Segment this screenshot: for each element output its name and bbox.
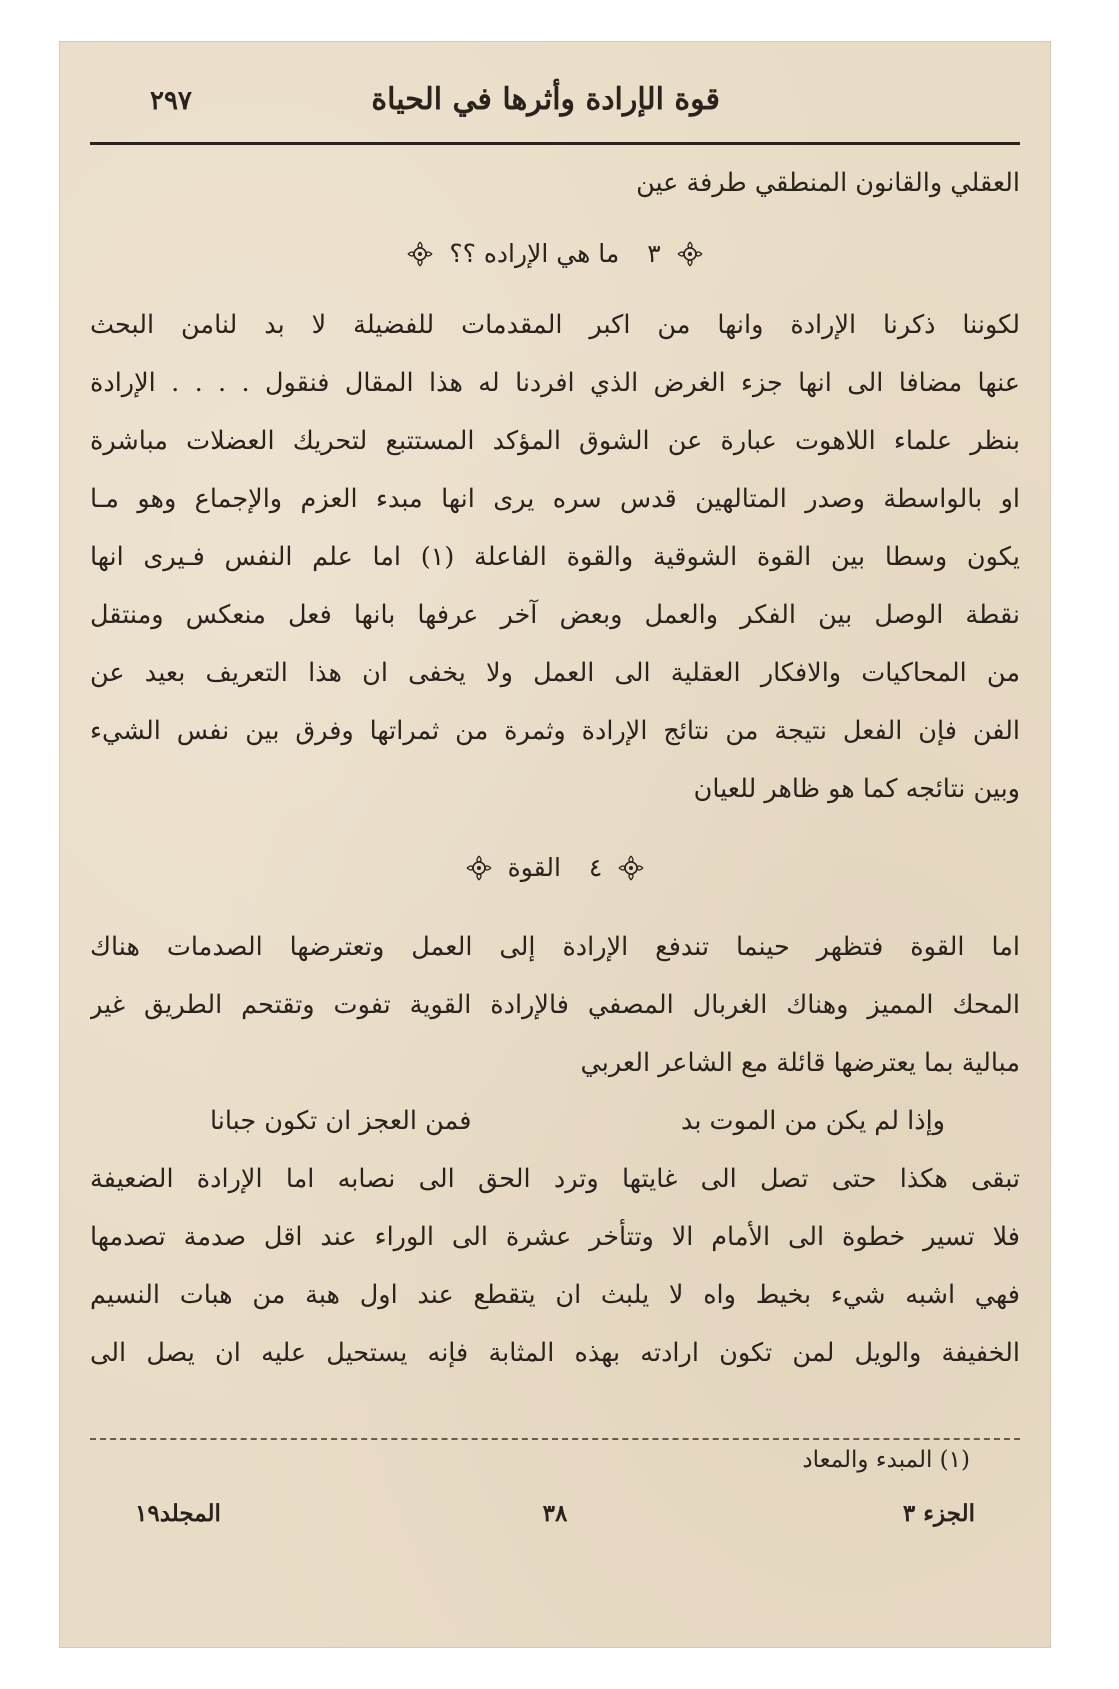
footnote-rule: [90, 1438, 1020, 1440]
verse-second-hemistich: فمن العجز ان تكون جبانا: [210, 1106, 472, 1136]
running-title: قوة الإرادة وأثرها في الحياة: [371, 82, 720, 117]
text-line: مبالية بما يعترضها قائلة مع الشاعر العربي: [580, 1048, 1020, 1078]
verse-first-hemistich: وإذا لم يكن من الموت بد: [680, 1106, 945, 1136]
text-line: لكوننا ذكرنا الإرادة وانها من اكبر المقدمات للفضيلة لا بد لنامن البحث: [90, 310, 1020, 340]
text-line: عنها مضافا الى انها جزء الغرض الذي افردنا له هذا المقال فنقول . . . . الإرادة: [90, 368, 1020, 398]
section-number: ٣: [647, 239, 661, 268]
section-heading-3: [90, 212, 1020, 296]
footnote: (١) المبدء والمعاد: [802, 1447, 970, 1473]
text-line: وبين نتائجه كما هو ظاهر للعيان: [693, 774, 1020, 804]
text-line: من المحاكيات والافكار العقلية الى العمل ولا يخفى ان هذا التعريف بعيد عن: [90, 658, 1020, 688]
flower-ornament-icon: [675, 239, 705, 269]
section-title: القوة: [507, 853, 561, 882]
text-line: يكون وسطا بين القوة الشوقية والقوة الفاعلة (١) اما علم النفس فـيرى انها: [90, 542, 1020, 572]
section-title: ما هي الإراده ؟؟: [449, 239, 620, 268]
body-text: [90, 154, 1020, 1382]
text-line: فهي اشبه شيء بخيط واه لا يلبث ان يتقطع عند اول هبة من هبات النسيم: [90, 1280, 1020, 1310]
book-page: [60, 42, 1050, 1647]
text-line: نقطة الوصل بين الفكر والعمل وبعض آخر عرفها بانها فعل منعكس ومنتقل: [90, 600, 1020, 630]
issue-part: الجزء ٣: [902, 1500, 975, 1527]
text-line: المحك المميز وهناك الغربال المصفي فالإرادة القوية تفوت وتقتحم الطريق غير: [90, 990, 1020, 1020]
poetry-verse: [90, 1092, 1020, 1150]
page-footer: [90, 1500, 1020, 1540]
text-line: تبقى هكذا حتى تصل الى غايتها وترد الحق الى نصابه اما الإرادة الضعيفة: [90, 1164, 1020, 1194]
text-line: فلا تسير خطوة الى الأمام الا وتتأخر عشرة الى الوراء عند اقل صدمة تصدمها: [90, 1222, 1020, 1252]
volume-number: المجلد١٩: [135, 1500, 221, 1527]
page-header: [90, 82, 1020, 132]
flower-ornament-icon: [464, 853, 494, 883]
text-line: بنظر علماء اللاهوت عبارة عن الشوق المؤكد المستتبع لتحريك العضلات مباشرة: [90, 426, 1020, 456]
flower-ornament-icon: [616, 853, 646, 883]
section-heading-4: [90, 818, 1020, 918]
section-number: ٤: [588, 853, 603, 882]
paragraph: [90, 296, 1020, 818]
page-number: ٢٩٧: [150, 86, 192, 116]
paragraph: [90, 918, 1020, 1092]
text-line: العقلي والقانون المنطقي طرفة عين: [636, 168, 1020, 198]
text-line: او بالواسطة وصدر المتالهين قدس سره يرى انها مبدء العزم والإجماع وهو مـا: [90, 484, 1020, 514]
paragraph: [90, 1150, 1020, 1382]
text-line: اما القوة فتظهر حينما تندفع الإرادة إلى العمل وتعترضها الصدمات هناك: [90, 932, 1020, 962]
signature-number: ٣٨: [542, 1500, 568, 1527]
text-line: الخفيفة والويل لمن تكون ارادته بهذه المثابة فإنه يستحيل عليه ان يصل الى: [90, 1338, 1020, 1368]
flower-ornament-icon: [405, 239, 435, 269]
header-rule: [90, 142, 1020, 145]
text-line: الفن فإن الفعل نتيجة من نتائج الإرادة وثمرة من ثمراتها وفرق بين نفس الشيء: [90, 716, 1020, 746]
